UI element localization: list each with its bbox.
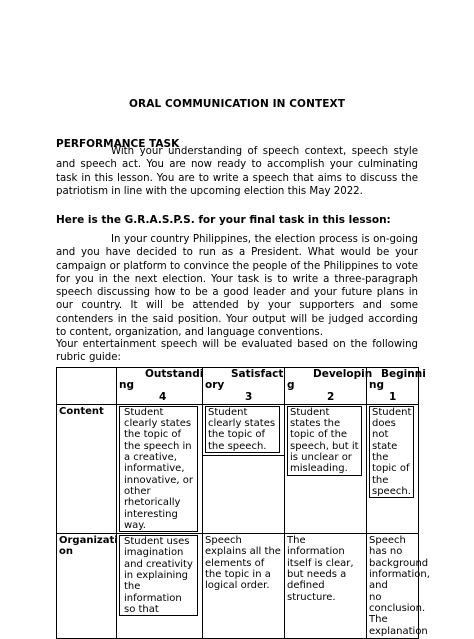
rubric-row-organization	[57, 534, 419, 639]
rubric-header-row	[57, 368, 419, 405]
cell-organization-satisfactory: Speech explains all the elements of the topic in a logical order.	[203, 534, 285, 639]
cell-content-beginning: Student does not state the topic of the speech.	[367, 404, 419, 533]
rubric-table	[56, 367, 430, 639]
cell-organization-beginning: Speech has no background information, and no conclusion. The explanation	[367, 534, 419, 639]
grasps-paragraph: In your country Philippines, the election process is on-going and you have decided to run as a President. What would be your campaign or platform to convince the people of the Philippines to vote for you in the next election. Your task is to write a three-paragraph speech discussing how to be a good leader and your future plans in our country. It will be attended by your supporters and some contenders in the said position. Your output will be judged according to content, organization, and language conventions.	[56, 234, 418, 339]
criterion-content: Content	[57, 404, 117, 533]
section-heading: PERFORMANCE TASK	[56, 138, 180, 150]
cell-organization-developing: The information itself is clear, but needs a defined structure.	[285, 534, 367, 639]
cell-content-developing: Student states the topic of the speech, but it is unclear or misleading.	[285, 404, 367, 533]
cell-organization-outstanding: Student uses imagination and creativity in explaining the information so that	[117, 534, 203, 639]
rubric-header-developing: Developin g 2	[285, 368, 367, 405]
rubric-row-content	[57, 404, 419, 533]
rubric-header-outstanding: Outstandi ng 4	[117, 368, 203, 405]
criterion-organization: Organizati on	[57, 534, 117, 639]
rubric-intro: Your entertainment speech will be evaluated based on the following rubric guide:	[56, 339, 418, 364]
rubric-header-beginning: Beginni ng 1	[367, 368, 419, 405]
cell-divider	[203, 455, 284, 487]
rubric-header-satisfactory: Satisfact ory 3	[203, 368, 285, 405]
intro-paragraph: With your understanding of speech context, speech style and speech act. You are now ready to accomplish your culminating task in this lesson. You are to write a speech that aims to discuss the patriotism in line with the upcoming election this May 2022.	[56, 146, 418, 197]
cell-content-satisfactory: Student clearly states the topic of the speech.	[203, 404, 285, 533]
document-title: ORAL COMMUNICATION IN CONTEXT	[129, 98, 345, 110]
grasps-heading: Here is the G.R.A.S.P.S. for your final task in this lesson:	[56, 214, 391, 226]
rubric-corner-cell	[57, 368, 117, 405]
cell-content-outstanding: Student clearly states the topic of the speech in a creative, informative, innovative, or other rhetorically interesting way.	[117, 404, 203, 533]
